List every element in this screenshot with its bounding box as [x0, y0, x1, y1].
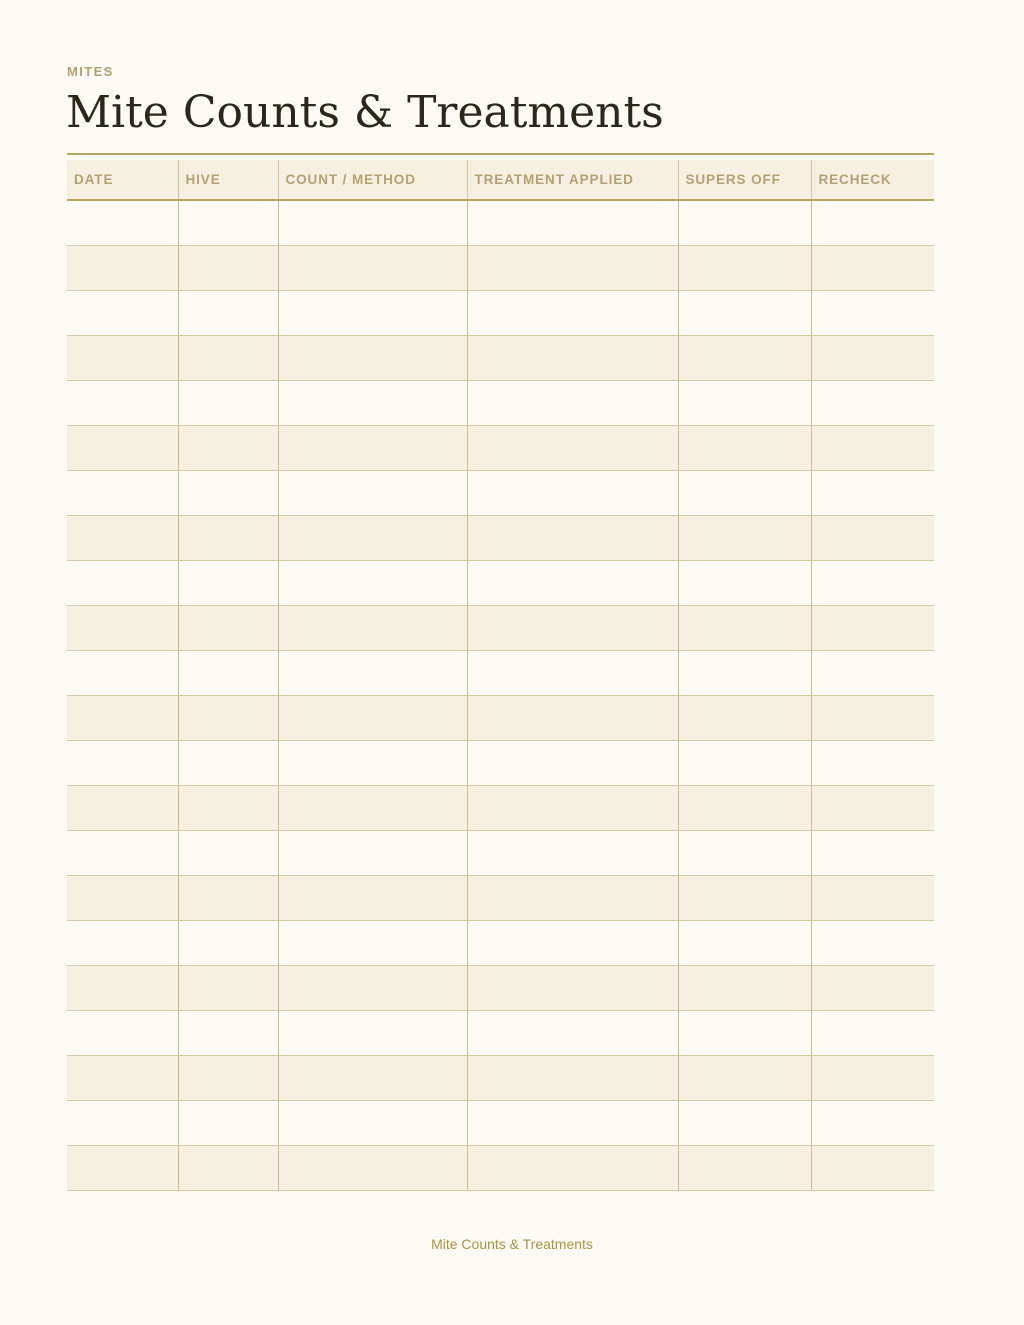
cell-recheck[interactable] [811, 245, 934, 290]
cell-date[interactable] [67, 1010, 178, 1055]
cell-hive[interactable] [178, 830, 278, 875]
cell-recheck[interactable] [811, 695, 934, 740]
cell-count-method[interactable] [278, 1145, 467, 1190]
cell-date[interactable] [67, 605, 178, 650]
cell-treatment-applied[interactable] [467, 335, 678, 380]
cell-date[interactable] [67, 515, 178, 560]
cell-treatment-applied[interactable] [467, 605, 678, 650]
table-row [67, 380, 934, 425]
cell-count-method[interactable] [278, 470, 467, 515]
cell-count-method[interactable] [278, 785, 467, 830]
cell-count-method[interactable] [278, 245, 467, 290]
cell-count-method[interactable] [278, 650, 467, 695]
cell-date[interactable] [67, 695, 178, 740]
cell-supers-off[interactable] [678, 245, 811, 290]
cell-count-method[interactable] [278, 380, 467, 425]
cell-treatment-applied[interactable] [467, 1010, 678, 1055]
cell-hive[interactable] [178, 785, 278, 830]
cell-treatment-applied[interactable] [467, 290, 678, 335]
cell-date[interactable] [67, 425, 178, 470]
cell-supers-off[interactable] [678, 470, 811, 515]
cell-treatment-applied[interactable] [467, 1055, 678, 1100]
cell-count-method[interactable] [278, 200, 467, 245]
table-row [67, 695, 934, 740]
title-divider [67, 153, 934, 155]
cell-supers-off[interactable] [678, 965, 811, 1010]
cell-supers-off[interactable] [678, 650, 811, 695]
cell-recheck[interactable] [811, 920, 934, 965]
cell-hive[interactable] [178, 335, 278, 380]
cell-supers-off[interactable] [678, 200, 811, 245]
cell-date[interactable] [67, 245, 178, 290]
cell-treatment-applied[interactable] [467, 245, 678, 290]
cell-treatment-applied[interactable] [467, 830, 678, 875]
cell-treatment-applied[interactable] [467, 1145, 678, 1190]
column-header-recheck: RECHECK [811, 160, 934, 200]
cell-treatment-applied[interactable] [467, 200, 678, 245]
cell-supers-off[interactable] [678, 425, 811, 470]
table-row [67, 920, 934, 965]
cell-recheck[interactable] [811, 785, 934, 830]
cell-hive[interactable] [178, 380, 278, 425]
cell-supers-off[interactable] [678, 875, 811, 920]
cell-date[interactable] [67, 920, 178, 965]
table-row [67, 830, 934, 875]
cell-treatment-applied[interactable] [467, 785, 678, 830]
cell-date[interactable] [67, 335, 178, 380]
cell-count-method[interactable] [278, 335, 467, 380]
cell-treatment-applied[interactable] [467, 965, 678, 1010]
cell-supers-off[interactable] [678, 920, 811, 965]
cell-supers-off[interactable] [678, 560, 811, 605]
cell-hive[interactable] [178, 1010, 278, 1055]
cell-hive[interactable] [178, 920, 278, 965]
cell-recheck[interactable] [811, 560, 934, 605]
cell-treatment-applied[interactable] [467, 380, 678, 425]
cell-hive[interactable] [178, 425, 278, 470]
cell-date[interactable] [67, 875, 178, 920]
cell-hive[interactable] [178, 605, 278, 650]
column-header-count-method: COUNT / METHOD [278, 160, 467, 200]
cell-treatment-applied[interactable] [467, 740, 678, 785]
cell-supers-off[interactable] [678, 830, 811, 875]
cell-count-method[interactable] [278, 1100, 467, 1145]
cell-count-method[interactable] [278, 515, 467, 560]
table-row [67, 785, 934, 830]
table-row [67, 605, 934, 650]
table-row [67, 875, 934, 920]
cell-recheck[interactable] [811, 605, 934, 650]
cell-date[interactable] [67, 830, 178, 875]
table-row [67, 425, 934, 470]
cell-date[interactable] [67, 965, 178, 1010]
cell-count-method[interactable] [278, 875, 467, 920]
section-eyebrow: MITES [67, 64, 114, 79]
cell-count-method[interactable] [278, 1055, 467, 1100]
cell-count-method[interactable] [278, 605, 467, 650]
cell-recheck[interactable] [811, 1055, 934, 1100]
cell-supers-off[interactable] [678, 380, 811, 425]
cell-count-method[interactable] [278, 425, 467, 470]
cell-date[interactable] [67, 380, 178, 425]
table-row [67, 965, 934, 1010]
cell-count-method[interactable] [278, 695, 467, 740]
cell-recheck[interactable] [811, 1100, 934, 1145]
table-row [67, 1055, 934, 1100]
cell-hive[interactable] [178, 515, 278, 560]
column-header-date: DATE [67, 160, 178, 200]
table-row [67, 245, 934, 290]
table-row [67, 290, 934, 335]
table-header-row [67, 160, 934, 200]
cell-supers-off[interactable] [678, 515, 811, 560]
cell-supers-off[interactable] [678, 290, 811, 335]
column-header-treatment-applied: TREATMENT APPLIED [467, 160, 678, 200]
cell-recheck[interactable] [811, 470, 934, 515]
cell-hive[interactable] [178, 1055, 278, 1100]
cell-treatment-applied[interactable] [467, 560, 678, 605]
cell-recheck[interactable] [811, 875, 934, 920]
cell-date[interactable] [67, 470, 178, 515]
cell-date[interactable] [67, 290, 178, 335]
cell-count-method[interactable] [278, 740, 467, 785]
cell-hive[interactable] [178, 650, 278, 695]
cell-date[interactable] [67, 1100, 178, 1145]
mite-log-table [67, 160, 934, 1191]
cell-supers-off[interactable] [678, 1010, 811, 1055]
cell-treatment-applied[interactable] [467, 650, 678, 695]
cell-hive[interactable] [178, 965, 278, 1010]
cell-recheck[interactable] [811, 740, 934, 785]
cell-date[interactable] [67, 200, 178, 245]
table-row [67, 1100, 934, 1145]
cell-count-method[interactable] [278, 830, 467, 875]
cell-treatment-applied[interactable] [467, 470, 678, 515]
cell-supers-off[interactable] [678, 335, 811, 380]
column-header-supers-off: SUPERS OFF [678, 160, 811, 200]
table-row [67, 200, 934, 245]
cell-recheck[interactable] [811, 425, 934, 470]
cell-recheck[interactable] [811, 965, 934, 1010]
cell-recheck[interactable] [811, 335, 934, 380]
table-row [67, 470, 934, 515]
table-row [67, 740, 934, 785]
cell-date[interactable] [67, 1145, 178, 1190]
cell-date[interactable] [67, 740, 178, 785]
cell-supers-off[interactable] [678, 740, 811, 785]
table-row [67, 560, 934, 605]
cell-treatment-applied[interactable] [467, 695, 678, 740]
cell-treatment-applied[interactable] [467, 1100, 678, 1145]
column-header-hive: HIVE [178, 160, 278, 200]
cell-date[interactable] [67, 785, 178, 830]
cell-treatment-applied[interactable] [467, 515, 678, 560]
cell-hive[interactable] [178, 1145, 278, 1190]
cell-recheck[interactable] [811, 830, 934, 875]
cell-hive[interactable] [178, 470, 278, 515]
cell-recheck[interactable] [811, 380, 934, 425]
cell-hive[interactable] [178, 200, 278, 245]
cell-hive[interactable] [178, 875, 278, 920]
cell-count-method[interactable] [278, 1010, 467, 1055]
cell-recheck[interactable] [811, 1010, 934, 1055]
table-row [67, 335, 934, 380]
cell-supers-off[interactable] [678, 1055, 811, 1100]
cell-recheck[interactable] [811, 200, 934, 245]
table-row [67, 515, 934, 560]
cell-count-method[interactable] [278, 965, 467, 1010]
cell-supers-off[interactable] [678, 1145, 811, 1190]
cell-treatment-applied[interactable] [467, 920, 678, 965]
cell-hive[interactable] [178, 290, 278, 335]
cell-hive[interactable] [178, 560, 278, 605]
cell-count-method[interactable] [278, 920, 467, 965]
table-row [67, 650, 934, 695]
cell-hive[interactable] [178, 695, 278, 740]
cell-count-method[interactable] [278, 560, 467, 605]
cell-treatment-applied[interactable] [467, 425, 678, 470]
cell-supers-off[interactable] [678, 1100, 811, 1145]
page-title: Mite Counts & Treatments [66, 87, 664, 138]
cell-supers-off[interactable] [678, 695, 811, 740]
cell-hive[interactable] [178, 245, 278, 290]
cell-recheck[interactable] [811, 515, 934, 560]
cell-recheck[interactable] [811, 290, 934, 335]
table-row [67, 1010, 934, 1055]
cell-supers-off[interactable] [678, 785, 811, 830]
table-row [67, 1145, 934, 1190]
cell-recheck[interactable] [811, 650, 934, 695]
cell-count-method[interactable] [278, 290, 467, 335]
cell-recheck[interactable] [811, 1145, 934, 1190]
page-footer: Mite Counts & Treatments [431, 1236, 593, 1252]
cell-supers-off[interactable] [678, 605, 811, 650]
cell-date[interactable] [67, 1055, 178, 1100]
cell-date[interactable] [67, 560, 178, 605]
cell-hive[interactable] [178, 740, 278, 785]
cell-hive[interactable] [178, 1100, 278, 1145]
cell-date[interactable] [67, 650, 178, 695]
cell-treatment-applied[interactable] [467, 875, 678, 920]
table-body [67, 200, 934, 1190]
